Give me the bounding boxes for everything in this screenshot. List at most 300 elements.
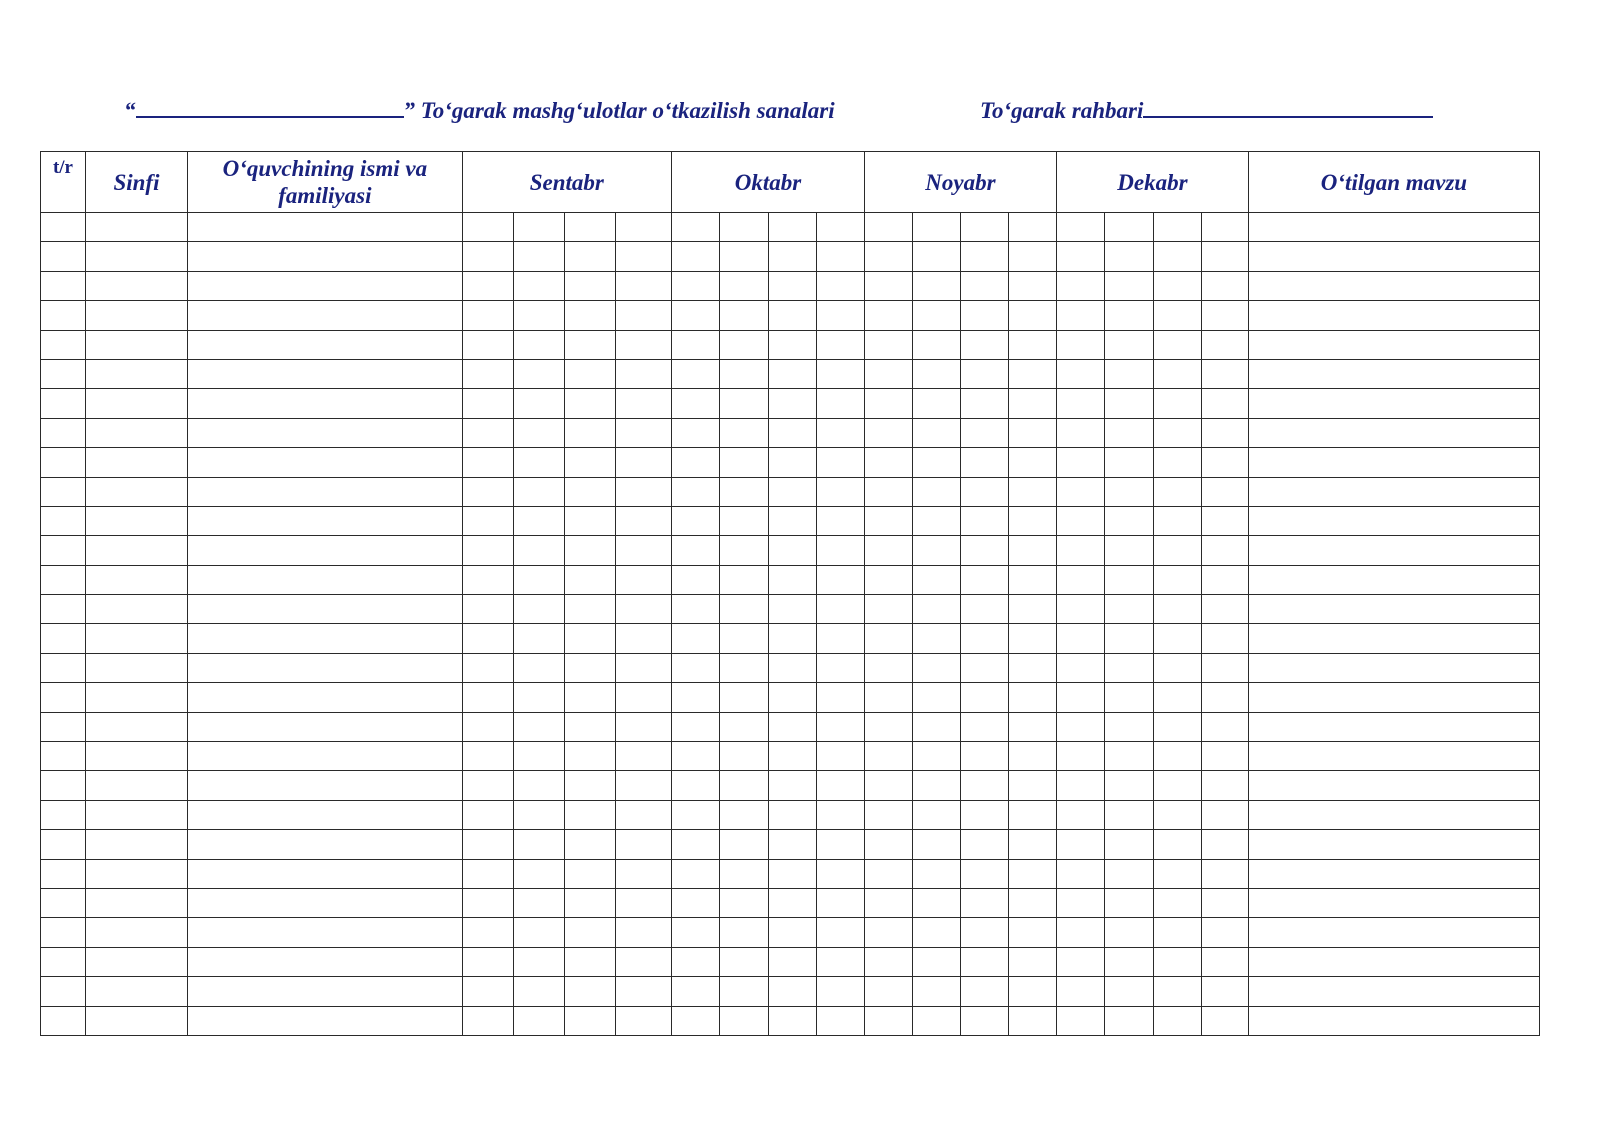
cell-date-month-2[interactable] [816, 565, 864, 594]
cell-date-month-2[interactable] [816, 595, 864, 624]
cell-date-month-2[interactable] [816, 301, 864, 330]
cell-date-month-4[interactable] [1104, 800, 1153, 829]
cell-date-month-2[interactable] [768, 536, 816, 565]
cell-date-month-3[interactable] [864, 448, 912, 477]
cell-class[interactable] [85, 830, 187, 859]
cell-date-month-3[interactable] [864, 536, 912, 565]
cell-date-month-1[interactable] [513, 565, 564, 594]
cell-date-month-2[interactable] [768, 213, 816, 242]
cell-date-month-1[interactable] [564, 888, 615, 917]
cell-date-month-2[interactable] [768, 947, 816, 976]
cell-date-month-2[interactable] [719, 565, 768, 594]
cell-date-month-2[interactable] [671, 771, 719, 800]
cell-number[interactable] [41, 477, 86, 506]
cell-date-month-2[interactable] [671, 830, 719, 859]
cell-date-month-4[interactable] [1056, 242, 1104, 271]
cell-student-name[interactable] [188, 830, 463, 859]
cell-date-month-2[interactable] [719, 624, 768, 653]
cell-class[interactable] [85, 947, 187, 976]
cell-date-month-3[interactable] [912, 918, 960, 947]
cell-date-month-3[interactable] [1008, 742, 1056, 771]
cell-date-month-2[interactable] [816, 477, 864, 506]
cell-date-month-2[interactable] [816, 1006, 864, 1035]
cell-date-month-1[interactable] [564, 271, 615, 300]
cell-date-month-3[interactable] [1008, 448, 1056, 477]
cell-student-name[interactable] [188, 595, 463, 624]
cell-date-month-2[interactable] [768, 389, 816, 418]
cell-date-month-4[interactable] [1056, 800, 1104, 829]
cell-date-month-1[interactable] [564, 477, 615, 506]
cell-date-month-1[interactable] [513, 653, 564, 682]
cell-date-month-3[interactable] [864, 742, 912, 771]
cell-date-month-3[interactable] [912, 506, 960, 535]
cell-date-month-4[interactable] [1201, 918, 1248, 947]
cell-date-month-1[interactable] [564, 653, 615, 682]
cell-date-month-2[interactable] [671, 977, 719, 1006]
cell-date-month-1[interactable] [615, 712, 671, 741]
cell-date-month-1[interactable] [615, 330, 671, 359]
cell-date-month-2[interactable] [816, 947, 864, 976]
cell-date-month-1[interactable] [564, 301, 615, 330]
cell-date-month-2[interactable] [768, 859, 816, 888]
cell-date-month-1[interactable] [513, 977, 564, 1006]
cell-date-month-3[interactable] [912, 448, 960, 477]
cell-date-month-4[interactable] [1201, 947, 1248, 976]
cell-date-month-3[interactable] [960, 683, 1008, 712]
cell-date-month-4[interactable] [1201, 653, 1248, 682]
cell-date-month-1[interactable] [462, 389, 513, 418]
cell-date-month-4[interactable] [1104, 330, 1153, 359]
cell-date-month-3[interactable] [960, 477, 1008, 506]
cell-date-month-4[interactable] [1104, 712, 1153, 741]
cell-date-month-3[interactable] [960, 977, 1008, 1006]
cell-date-month-2[interactable] [816, 213, 864, 242]
cell-date-month-1[interactable] [513, 506, 564, 535]
cell-date-month-1[interactable] [462, 683, 513, 712]
cell-date-month-4[interactable] [1104, 1006, 1153, 1035]
cell-class[interactable] [85, 565, 187, 594]
cell-date-month-1[interactable] [564, 947, 615, 976]
cell-student-name[interactable] [188, 742, 463, 771]
cell-date-month-4[interactable] [1153, 330, 1201, 359]
cell-date-month-3[interactable] [912, 977, 960, 1006]
cell-number[interactable] [41, 565, 86, 594]
cell-date-month-3[interactable] [912, 771, 960, 800]
cell-date-month-2[interactable] [671, 536, 719, 565]
cell-class[interactable] [85, 800, 187, 829]
cell-date-month-1[interactable] [462, 918, 513, 947]
cell-date-month-2[interactable] [768, 330, 816, 359]
cell-date-month-4[interactable] [1104, 653, 1153, 682]
cell-date-month-2[interactable] [671, 859, 719, 888]
cell-number[interactable] [41, 271, 86, 300]
cell-class[interactable] [85, 301, 187, 330]
cell-covered-topic[interactable] [1248, 536, 1539, 565]
cell-date-month-4[interactable] [1153, 918, 1201, 947]
cell-date-month-2[interactable] [816, 888, 864, 917]
cell-date-month-4[interactable] [1104, 888, 1153, 917]
cell-date-month-4[interactable] [1104, 830, 1153, 859]
cell-date-month-3[interactable] [864, 242, 912, 271]
cell-date-month-2[interactable] [719, 536, 768, 565]
cell-date-month-1[interactable] [615, 918, 671, 947]
cell-date-month-4[interactable] [1153, 271, 1201, 300]
cell-date-month-4[interactable] [1153, 389, 1201, 418]
cell-date-month-2[interactable] [719, 330, 768, 359]
cell-date-month-1[interactable] [564, 330, 615, 359]
cell-date-month-2[interactable] [816, 506, 864, 535]
cell-date-month-2[interactable] [671, 506, 719, 535]
cell-date-month-3[interactable] [912, 683, 960, 712]
cell-date-month-2[interactable] [768, 830, 816, 859]
cell-date-month-1[interactable] [513, 624, 564, 653]
cell-date-month-2[interactable] [768, 800, 816, 829]
cell-date-month-4[interactable] [1104, 506, 1153, 535]
cell-date-month-2[interactable] [671, 888, 719, 917]
cell-covered-topic[interactable] [1248, 712, 1539, 741]
cell-student-name[interactable] [188, 448, 463, 477]
cell-date-month-3[interactable] [1008, 418, 1056, 447]
cell-date-month-1[interactable] [462, 301, 513, 330]
cell-date-month-1[interactable] [564, 536, 615, 565]
cell-date-month-1[interactable] [462, 1006, 513, 1035]
cell-date-month-2[interactable] [768, 624, 816, 653]
cell-date-month-4[interactable] [1201, 418, 1248, 447]
cell-date-month-4[interactable] [1104, 771, 1153, 800]
cell-date-month-4[interactable] [1056, 448, 1104, 477]
cell-date-month-1[interactable] [564, 800, 615, 829]
cell-date-month-3[interactable] [1008, 624, 1056, 653]
cell-date-month-4[interactable] [1153, 242, 1201, 271]
cell-number[interactable] [41, 859, 86, 888]
cell-date-month-2[interactable] [671, 213, 719, 242]
cell-date-month-2[interactable] [719, 947, 768, 976]
cell-class[interactable] [85, 859, 187, 888]
cell-class[interactable] [85, 918, 187, 947]
cell-date-month-3[interactable] [960, 418, 1008, 447]
cell-date-month-4[interactable] [1153, 595, 1201, 624]
cell-date-month-2[interactable] [768, 653, 816, 682]
cell-date-month-1[interactable] [564, 1006, 615, 1035]
cell-number[interactable] [41, 213, 86, 242]
cell-date-month-4[interactable] [1104, 301, 1153, 330]
cell-covered-topic[interactable] [1248, 683, 1539, 712]
cell-date-month-1[interactable] [462, 859, 513, 888]
cell-date-month-4[interactable] [1056, 595, 1104, 624]
cell-date-month-2[interactable] [719, 213, 768, 242]
cell-date-month-2[interactable] [816, 359, 864, 388]
cell-date-month-2[interactable] [719, 506, 768, 535]
cell-date-month-4[interactable] [1201, 595, 1248, 624]
cell-date-month-3[interactable] [912, 271, 960, 300]
cell-date-month-2[interactable] [768, 418, 816, 447]
cell-date-month-1[interactable] [564, 742, 615, 771]
cell-date-month-3[interactable] [1008, 918, 1056, 947]
cell-student-name[interactable] [188, 653, 463, 682]
cell-date-month-2[interactable] [719, 742, 768, 771]
cell-date-month-1[interactable] [513, 418, 564, 447]
cell-date-month-2[interactable] [719, 242, 768, 271]
cell-date-month-4[interactable] [1056, 683, 1104, 712]
cell-date-month-3[interactable] [960, 742, 1008, 771]
cell-date-month-2[interactable] [816, 653, 864, 682]
cell-date-month-1[interactable] [564, 918, 615, 947]
cell-date-month-4[interactable] [1153, 742, 1201, 771]
cell-date-month-3[interactable] [912, 330, 960, 359]
cell-date-month-2[interactable] [768, 242, 816, 271]
cell-date-month-4[interactable] [1104, 389, 1153, 418]
cell-date-month-1[interactable] [462, 830, 513, 859]
cell-date-month-1[interactable] [615, 359, 671, 388]
cell-date-month-2[interactable] [719, 301, 768, 330]
cell-date-month-3[interactable] [912, 742, 960, 771]
cell-number[interactable] [41, 1006, 86, 1035]
cell-date-month-1[interactable] [513, 595, 564, 624]
cell-date-month-1[interactable] [615, 213, 671, 242]
cell-date-month-4[interactable] [1056, 536, 1104, 565]
cell-date-month-3[interactable] [1008, 947, 1056, 976]
cell-date-month-4[interactable] [1056, 947, 1104, 976]
cell-date-month-3[interactable] [912, 800, 960, 829]
cell-date-month-3[interactable] [912, 888, 960, 917]
cell-student-name[interactable] [188, 330, 463, 359]
cell-date-month-3[interactable] [912, 859, 960, 888]
cell-date-month-1[interactable] [513, 536, 564, 565]
cell-number[interactable] [41, 595, 86, 624]
cell-date-month-3[interactable] [912, 830, 960, 859]
cell-date-month-4[interactable] [1104, 448, 1153, 477]
cell-date-month-4[interactable] [1056, 977, 1104, 1006]
cell-date-month-2[interactable] [816, 742, 864, 771]
cell-date-month-3[interactable] [864, 330, 912, 359]
cell-class[interactable] [85, 683, 187, 712]
cell-covered-topic[interactable] [1248, 506, 1539, 535]
cell-date-month-3[interactable] [864, 213, 912, 242]
cell-date-month-4[interactable] [1201, 771, 1248, 800]
cell-covered-topic[interactable] [1248, 859, 1539, 888]
cell-number[interactable] [41, 683, 86, 712]
cell-date-month-3[interactable] [912, 477, 960, 506]
cell-date-month-1[interactable] [564, 712, 615, 741]
cell-date-month-4[interactable] [1056, 213, 1104, 242]
cell-date-month-4[interactable] [1056, 389, 1104, 418]
cell-date-month-3[interactable] [912, 947, 960, 976]
cell-date-month-4[interactable] [1153, 624, 1201, 653]
cell-date-month-1[interactable] [513, 477, 564, 506]
cell-date-month-4[interactable] [1104, 742, 1153, 771]
cell-covered-topic[interactable] [1248, 330, 1539, 359]
cell-date-month-4[interactable] [1201, 330, 1248, 359]
cell-date-month-1[interactable] [615, 947, 671, 976]
cell-covered-topic[interactable] [1248, 888, 1539, 917]
cell-date-month-4[interactable] [1201, 712, 1248, 741]
cell-student-name[interactable] [188, 359, 463, 388]
cell-date-month-3[interactable] [912, 418, 960, 447]
cell-date-month-3[interactable] [864, 683, 912, 712]
cell-date-month-1[interactable] [615, 1006, 671, 1035]
cell-date-month-2[interactable] [671, 683, 719, 712]
cell-date-month-4[interactable] [1201, 565, 1248, 594]
cell-date-month-4[interactable] [1056, 359, 1104, 388]
cell-date-month-1[interactable] [615, 771, 671, 800]
cell-date-month-3[interactable] [912, 536, 960, 565]
cell-date-month-3[interactable] [912, 565, 960, 594]
cell-student-name[interactable] [188, 418, 463, 447]
cell-date-month-1[interactable] [513, 1006, 564, 1035]
cell-date-month-4[interactable] [1201, 624, 1248, 653]
cell-date-month-3[interactable] [864, 1006, 912, 1035]
cell-date-month-1[interactable] [615, 977, 671, 1006]
cell-date-month-1[interactable] [513, 918, 564, 947]
cell-date-month-1[interactable] [564, 448, 615, 477]
cell-date-month-1[interactable] [462, 271, 513, 300]
cell-date-month-1[interactable] [615, 595, 671, 624]
cell-student-name[interactable] [188, 712, 463, 741]
cell-number[interactable] [41, 742, 86, 771]
cell-date-month-2[interactable] [816, 271, 864, 300]
cell-date-month-3[interactable] [864, 800, 912, 829]
cell-date-month-1[interactable] [564, 595, 615, 624]
cell-date-month-2[interactable] [719, 359, 768, 388]
cell-date-month-3[interactable] [960, 624, 1008, 653]
cell-date-month-1[interactable] [513, 742, 564, 771]
cell-date-month-4[interactable] [1153, 653, 1201, 682]
cell-date-month-1[interactable] [462, 888, 513, 917]
cell-date-month-4[interactable] [1056, 271, 1104, 300]
cell-date-month-3[interactable] [960, 301, 1008, 330]
cell-date-month-3[interactable] [1008, 506, 1056, 535]
cell-date-month-4[interactable] [1056, 565, 1104, 594]
cell-date-month-4[interactable] [1201, 359, 1248, 388]
cell-date-month-3[interactable] [1008, 477, 1056, 506]
cell-number[interactable] [41, 389, 86, 418]
cell-date-month-1[interactable] [462, 771, 513, 800]
cell-date-month-2[interactable] [768, 683, 816, 712]
cell-date-month-4[interactable] [1201, 800, 1248, 829]
cell-date-month-4[interactable] [1153, 1006, 1201, 1035]
cell-date-month-2[interactable] [719, 653, 768, 682]
cell-date-month-1[interactable] [513, 712, 564, 741]
cell-date-month-2[interactable] [816, 771, 864, 800]
cell-date-month-3[interactable] [960, 330, 1008, 359]
cell-date-month-3[interactable] [960, 888, 1008, 917]
cell-date-month-3[interactable] [864, 977, 912, 1006]
cell-date-month-1[interactable] [462, 477, 513, 506]
cell-date-month-4[interactable] [1056, 1006, 1104, 1035]
cell-date-month-2[interactable] [671, 653, 719, 682]
cell-student-name[interactable] [188, 477, 463, 506]
cell-date-month-1[interactable] [615, 800, 671, 829]
cell-covered-topic[interactable] [1248, 448, 1539, 477]
cell-date-month-3[interactable] [960, 859, 1008, 888]
cell-date-month-3[interactable] [960, 595, 1008, 624]
cell-date-month-2[interactable] [719, 1006, 768, 1035]
cell-date-month-4[interactable] [1201, 683, 1248, 712]
cell-date-month-3[interactable] [864, 418, 912, 447]
cell-class[interactable] [85, 1006, 187, 1035]
cell-date-month-3[interactable] [1008, 712, 1056, 741]
cell-date-month-2[interactable] [671, 242, 719, 271]
cell-covered-topic[interactable] [1248, 800, 1539, 829]
cell-date-month-4[interactable] [1056, 712, 1104, 741]
cell-date-month-1[interactable] [615, 418, 671, 447]
cell-student-name[interactable] [188, 565, 463, 594]
cell-date-month-1[interactable] [513, 359, 564, 388]
cell-date-month-4[interactable] [1104, 977, 1153, 1006]
cell-date-month-4[interactable] [1153, 359, 1201, 388]
cell-date-month-3[interactable] [960, 359, 1008, 388]
cell-date-month-2[interactable] [768, 1006, 816, 1035]
cell-student-name[interactable] [188, 888, 463, 917]
cell-date-month-3[interactable] [864, 477, 912, 506]
cell-date-month-1[interactable] [615, 742, 671, 771]
cell-date-month-1[interactable] [462, 977, 513, 1006]
cell-number[interactable] [41, 771, 86, 800]
cell-covered-topic[interactable] [1248, 653, 1539, 682]
cell-date-month-3[interactable] [864, 859, 912, 888]
cell-date-month-4[interactable] [1153, 301, 1201, 330]
cell-date-month-4[interactable] [1056, 624, 1104, 653]
cell-date-month-4[interactable] [1201, 271, 1248, 300]
cell-date-month-1[interactable] [615, 683, 671, 712]
cell-class[interactable] [85, 536, 187, 565]
cell-date-month-2[interactable] [816, 683, 864, 712]
cell-number[interactable] [41, 330, 86, 359]
cell-date-month-2[interactable] [816, 242, 864, 271]
cell-date-month-3[interactable] [912, 359, 960, 388]
cell-date-month-2[interactable] [768, 359, 816, 388]
cell-number[interactable] [41, 448, 86, 477]
cell-date-month-3[interactable] [1008, 595, 1056, 624]
cell-date-month-2[interactable] [671, 800, 719, 829]
cell-date-month-1[interactable] [462, 653, 513, 682]
cell-date-month-3[interactable] [1008, 888, 1056, 917]
cell-covered-topic[interactable] [1248, 977, 1539, 1006]
cell-date-month-2[interactable] [671, 389, 719, 418]
cell-date-month-2[interactable] [671, 624, 719, 653]
cell-date-month-1[interactable] [462, 506, 513, 535]
cell-date-month-1[interactable] [462, 800, 513, 829]
cell-date-month-2[interactable] [768, 977, 816, 1006]
cell-date-month-1[interactable] [462, 242, 513, 271]
cell-date-month-2[interactable] [768, 771, 816, 800]
cell-date-month-3[interactable] [1008, 271, 1056, 300]
cell-covered-topic[interactable] [1248, 301, 1539, 330]
cell-date-month-1[interactable] [513, 213, 564, 242]
cell-number[interactable] [41, 653, 86, 682]
cell-date-month-1[interactable] [462, 418, 513, 447]
cell-date-month-2[interactable] [719, 477, 768, 506]
cell-date-month-2[interactable] [768, 271, 816, 300]
cell-date-month-1[interactable] [462, 536, 513, 565]
cell-class[interactable] [85, 712, 187, 741]
cell-date-month-2[interactable] [719, 888, 768, 917]
cell-date-month-4[interactable] [1153, 506, 1201, 535]
cell-date-month-1[interactable] [513, 830, 564, 859]
cell-number[interactable] [41, 977, 86, 1006]
cell-date-month-1[interactable] [462, 947, 513, 976]
cell-date-month-2[interactable] [671, 448, 719, 477]
cell-date-month-2[interactable] [768, 448, 816, 477]
cell-covered-topic[interactable] [1248, 359, 1539, 388]
cell-date-month-1[interactable] [513, 683, 564, 712]
cell-date-month-1[interactable] [462, 742, 513, 771]
cell-date-month-1[interactable] [615, 242, 671, 271]
cell-number[interactable] [41, 418, 86, 447]
cell-student-name[interactable] [188, 506, 463, 535]
cell-date-month-3[interactable] [864, 565, 912, 594]
cell-date-month-3[interactable] [960, 389, 1008, 418]
